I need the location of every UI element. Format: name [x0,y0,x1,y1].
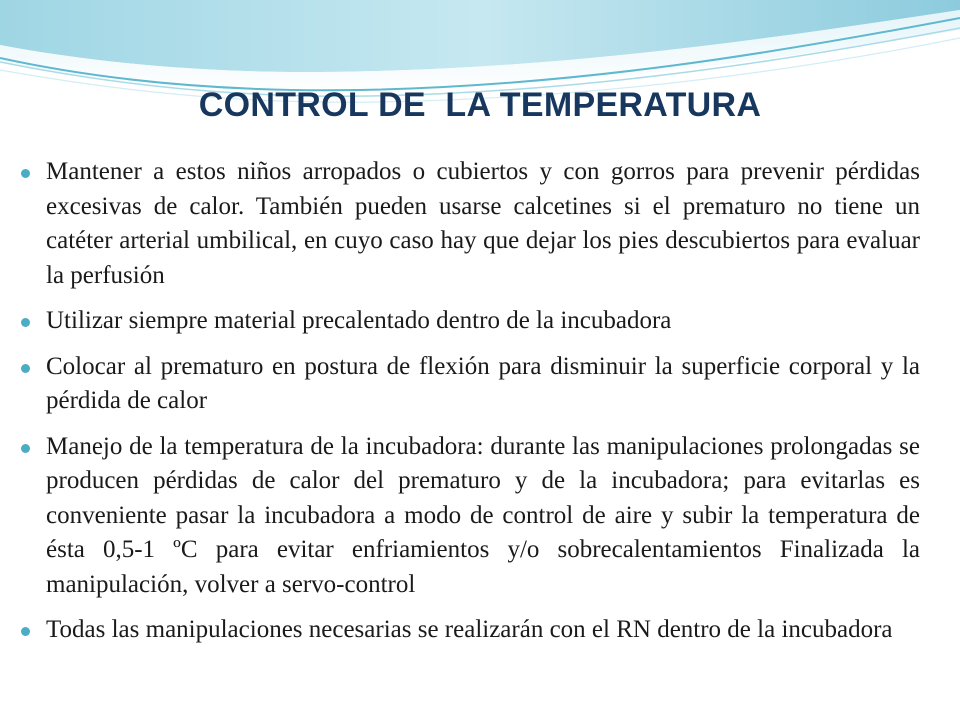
bullet-text: Manejo de la temperatura de la incubadora: durante las manipulaciones prolongadas se producen pérdidas de calor del prematuro y de la incubadora; para evitarlas es conveniente pasar la incubadora a modo de control de aire y subir la temperatura de ésta 0,5-1 ºC para evitar enfriamientos y/o sobrecalentamientos Finalizada la manipulación, volver a servo-control [46,432,920,598]
bullet-text: Todas las manipulaciones necesarias se realizarán con el RN dentro de la incubadora [46,616,893,643]
bullet-dot-icon [21,318,30,327]
bullet-text: Utilizar siempre material precalentado dentro de la incubadora [46,307,672,334]
bullet-list [0,155,960,659]
bullet-item [46,304,920,339]
bullet-dot-icon [21,169,30,178]
bullet-item [46,350,920,419]
bullet-dot-icon [21,627,30,636]
bullet-item [46,155,920,293]
bullet-dot-icon [21,444,30,453]
bullet-text: Mantener a estos niños arropados o cubiertos y con gorros para prevenir pérdidas excesivas de calor. También pueden usarse calcetines si el prematuro no tiene un catéter arterial umbilical, en cuyo caso hay que dejar los pies descubiertos para evaluar la perfusión [46,158,920,289]
slide-title: CONTROL DE LA TEMPERATURA [198,86,762,124]
bullet-item [46,613,920,648]
bullet-dot-icon [21,364,30,373]
bullet-text: Colocar al prematuro en postura de flexión para disminuir la superficie corporal y la pérdida de calor [46,352,920,414]
bullet-item [46,430,920,603]
